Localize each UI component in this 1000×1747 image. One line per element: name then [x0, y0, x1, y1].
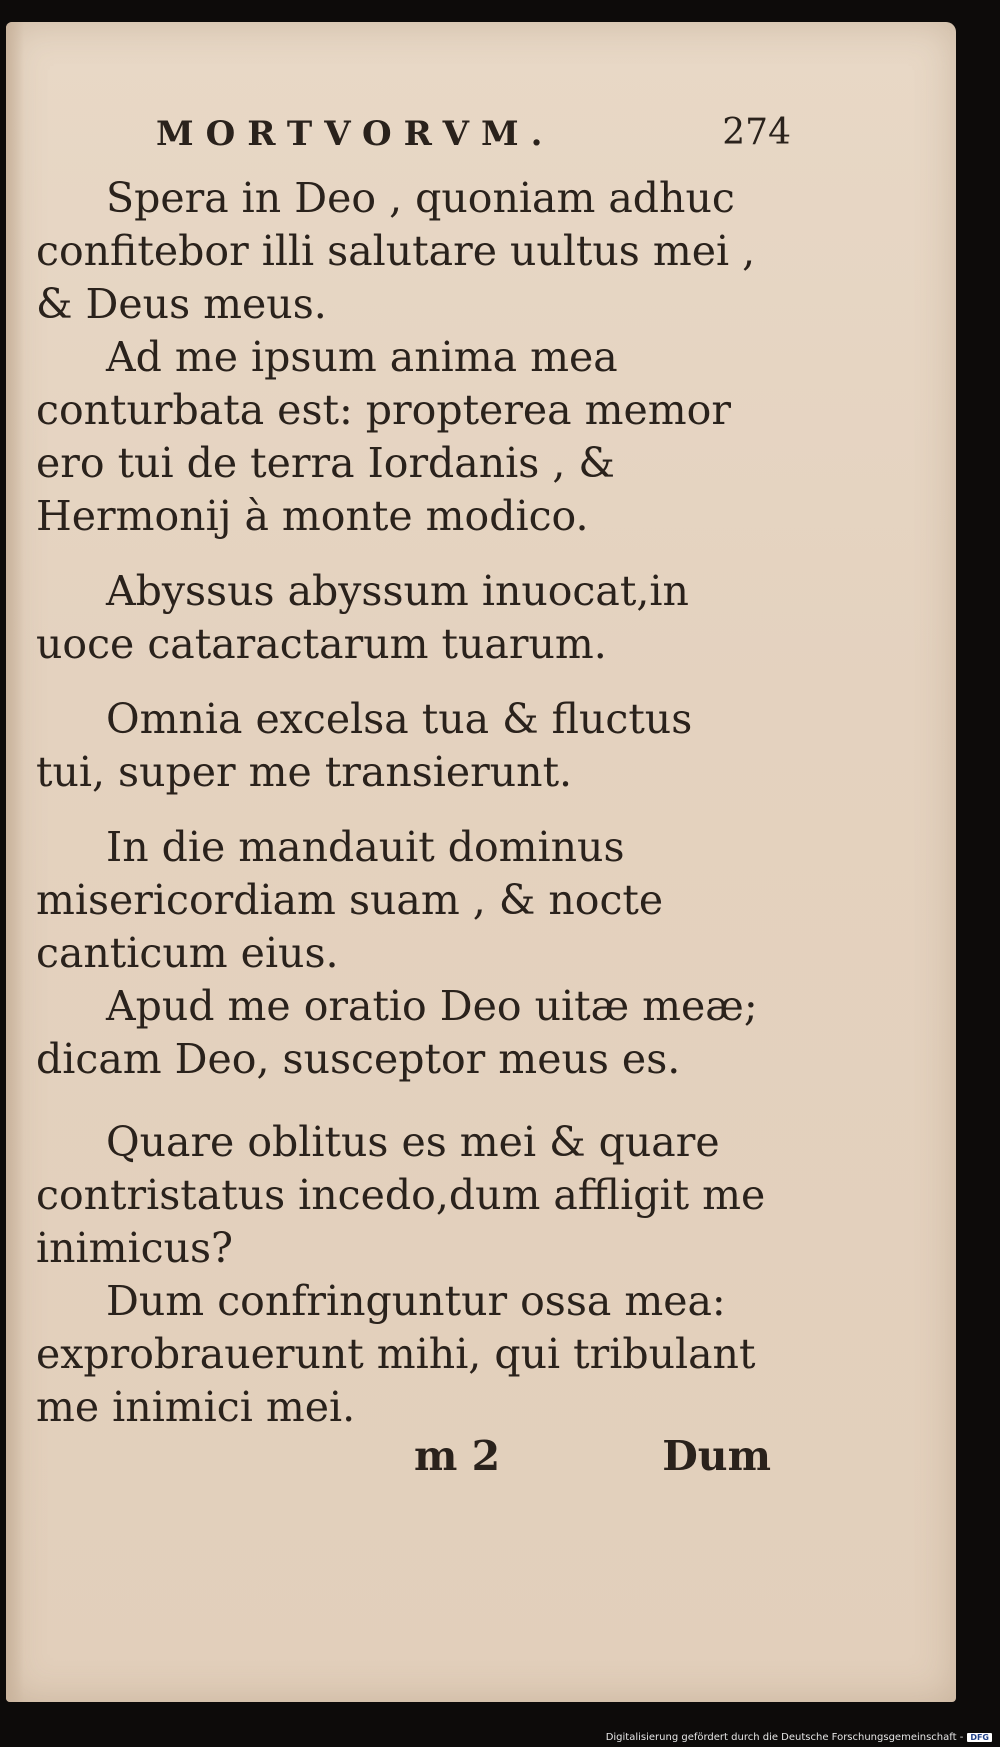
credit-text: Digitalisierung gefördert durch die Deutsche Forschungsgemeinschaft - — [605, 1732, 964, 1743]
verse-5: In die mandauit dominus misericordiam suam , & nocte canticum eius. — [36, 823, 664, 977]
signature-mark: m 2 — [414, 1432, 501, 1480]
verse-1: Spera in Deo , quoniam adhuc confitebor illi salutare uultus mei , & Deus meus. — [36, 174, 756, 328]
verse-7: Quare oblitus es mei & quare contristatus incedo,dum affligit me inimicus? — [36, 1118, 766, 1272]
verse-2: Ad me ipsum anima mea conturbata est: propterea memor ero tui de terra Iordanis , & Hermonij à monte modico. — [36, 333, 731, 540]
page-edge-shadow — [6, 22, 24, 1702]
dfg-logo-icon: DFG — [967, 1733, 992, 1742]
page-number: 274 — [722, 112, 791, 153]
running-head — [36, 100, 791, 160]
running-title: MORTVORVM. — [156, 114, 555, 154]
book-page — [6, 22, 956, 1702]
digitization-credit — [606, 1732, 992, 1743]
verse-4: Omnia excelsa tua & fluctus tui, super me transierunt. — [36, 695, 693, 796]
page-footer — [36, 1432, 771, 1492]
text-block — [36, 172, 771, 1434]
verse-6: Apud me oratio Deo uitæ meæ; dicam Deo, susceptor meus es. — [36, 982, 758, 1083]
catchword: Dum — [662, 1432, 771, 1480]
verse-8: Dum confringuntur ossa mea: exprobrauerunt mihi, qui tribulant me inimici mei. — [36, 1277, 756, 1431]
verse-3: Abyssus abyssum inuocat,in uoce cataractarum tuarum. — [36, 567, 689, 668]
